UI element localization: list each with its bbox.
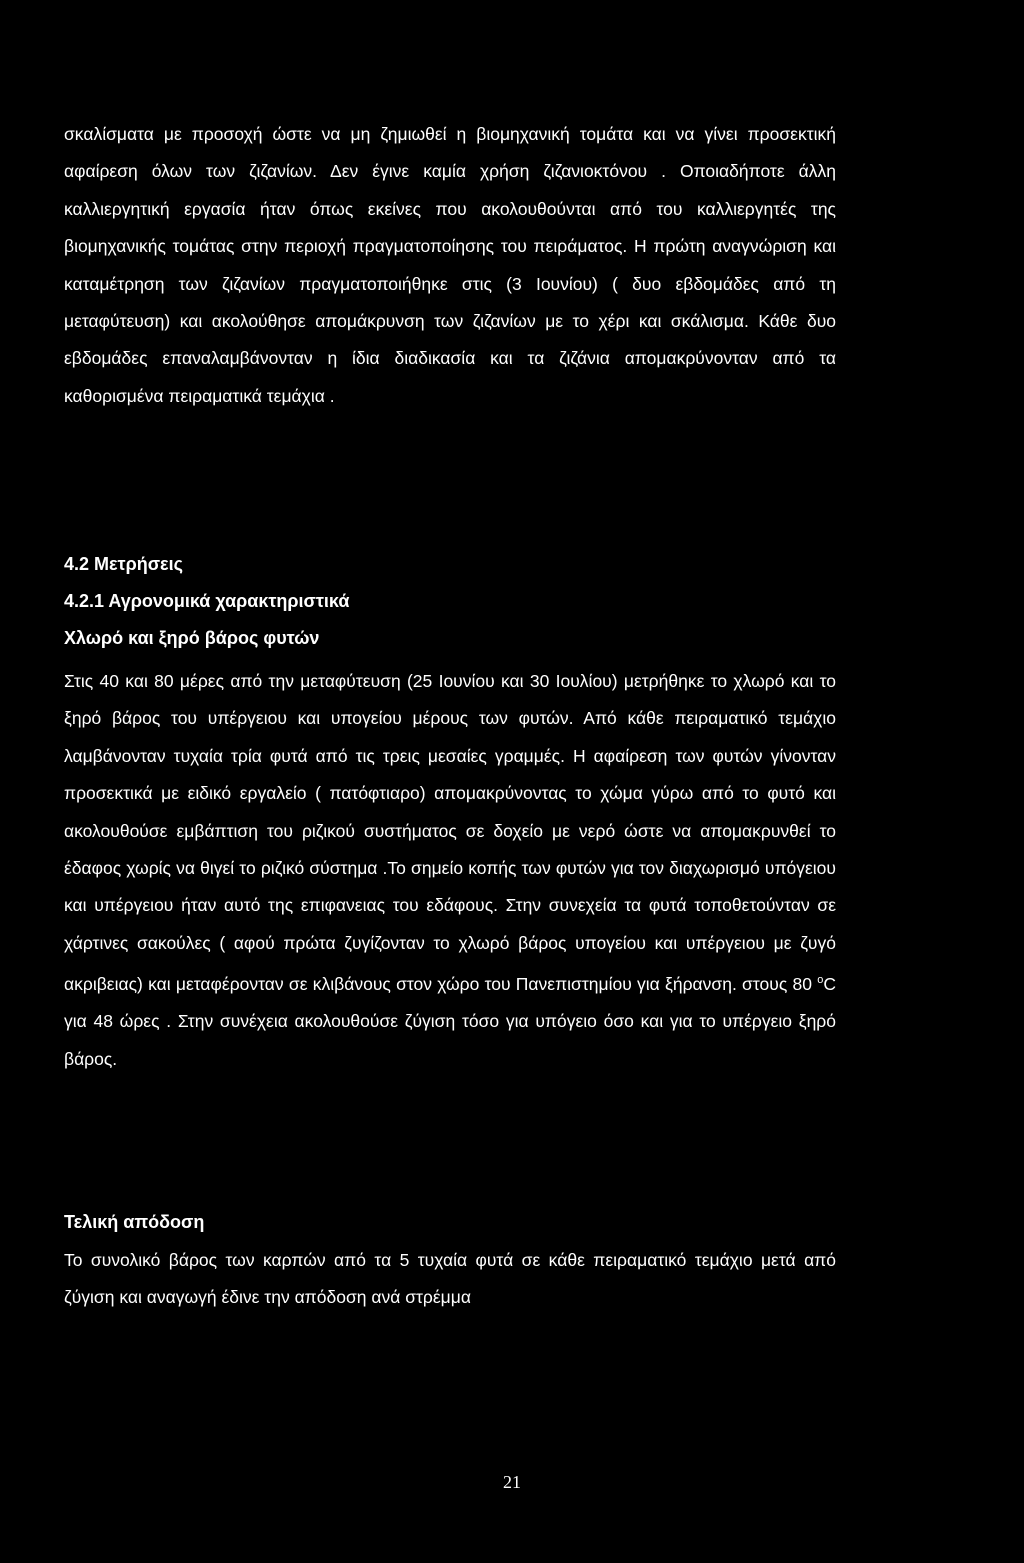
- paragraph-final-yield: Το συνολικό βάρος των καρπών από τα 5 τυχαία φυτά σε κάθε πειραματικό τεμάχιο μετά από ζύγιση και αναγωγή έδινε την απόδοση ανά στρέμμα: [64, 1250, 836, 1308]
- subheading-final-yield: Τελική απόδοση: [64, 1212, 205, 1232]
- paragraph-weight-measurement: [64, 663, 836, 1078]
- page-number: 21: [503, 1472, 521, 1492]
- subheading-fresh-dry-weight: Χλωρό και ξηρό βάρος φυτών: [64, 628, 320, 648]
- subsection-heading-agronomic: 4.2.1 Αγρονομικά χαρακτηριστικά: [64, 591, 350, 611]
- paragraph-weed-control: σκαλίσματα με προσοχή ώστε να μη ζημιωθεί η βιομηχανική τομάτα και να γίνει προσεκτική αφαίρεση όλων των ζιζανίων. Δεν έγινε καμία χρήση ζιζανιοκτόνου . Οποιαδήποτε άλλη καλλιεργητική εργασία ήταν όπως εκείνες που ακολουθούνται από του καλλιεργητές της βιομηχανικής τομάτας στην περιοχή πραγματοποίησης του πειράματος. Η πρώτη αναγνώριση και καταμέτρηση των ζιζανίων πραγματοποιήθηκε στις (3 Ιουνίου) ( δυο εβδομάδες από τη μεταφύτευση) και ακολούθησε απομάκρυνση των ζιζανίων με το χέρι και σκάλισμα. Κάθε δυο εβδομάδες επαναλαμβάνονταν η ίδια διαδικασία και τα ζιζάνια απομακρύνονταν από τα καθορισμένα πειραματικά τεμάχια .: [64, 124, 836, 406]
- degree-superscript: o: [817, 974, 824, 987]
- paragraph-weight-text-a: Στις 40 και 80 μέρες από την μεταφύτευση (25 Ιουνίου και 30 Ιουλίου) μετρήθηκε το χλωρό και το ξηρό βάρος του υπέργειου και υπογείου μέρους των φυτών. Από κάθε πειραματικό τεμάχιο λαμβάνονταν τυχαία τρία φυτά από τις τρεις μεσαίες γραμμές. Η αφαίρεση των φυτών γίνονταν προσεκτικά με ειδικό εργαλείο ( πατόφτιαρο) απομακρύνοντας το χώμα γύρω από το φυτό και ακολουθούσε εμβάπτιση του ριζικού συστήματος σε δοχείο με νερό ώστε να απομακρυνθεί το έδαφος χωρίς να θιγεί το ριζικό σύστημα .Το σημείο κοπής των φυτών για τον διαχωρισμό υπόγειου και υπέργειου ήταν αυτό της επιφανειας του εδάφους. Στην συνεχεία τα φυτά τοποθετούνταν σε χάρτινες σακούλες ( αφού πρώτα ζυγίζονταν το χλωρό βάρος υπογείου και υπέργειου με ζυγό ακριβειας) και μεταφέρονταν σε κλιβάνους στον χώρο του Πανεπιστημίου για ξήρανση. στους 80: [64, 671, 836, 995]
- document-page: [64, 116, 836, 1308]
- section-heading-measurements: 4.2 Μετρήσεις: [64, 554, 183, 574]
- paragraph-weight-text-b: C για 48 ώρες . Στην συνέχεια ακολουθούσε ζύγιση τόσο για υπόγειο όσο και για το υπέργειο ξηρό βάρος.: [64, 974, 836, 1069]
